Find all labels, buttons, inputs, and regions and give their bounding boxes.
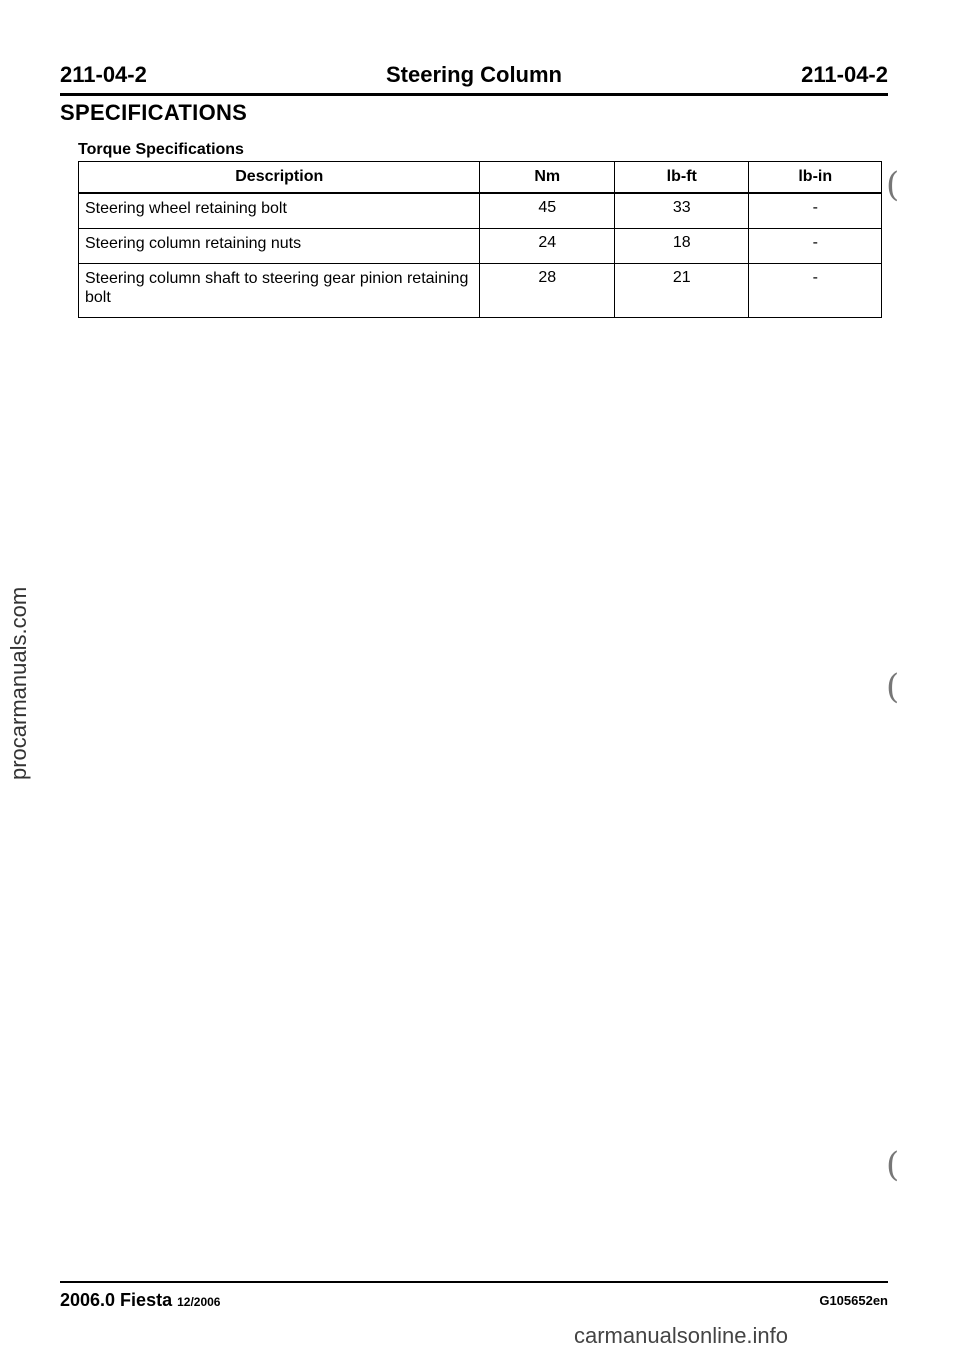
- bottom-watermark: carmanualsonline.info: [574, 1323, 789, 1348]
- footer-date: 12/2006: [177, 1295, 221, 1309]
- table-row: [79, 264, 882, 318]
- cell-lbft: 33: [615, 193, 749, 229]
- section-number-left: 211-04-2: [60, 62, 147, 87]
- binder-hole-mark: (: [886, 165, 900, 205]
- cell-description: Steering wheel retaining bolt: [79, 193, 480, 229]
- column-header-lbft: lb-ft: [615, 162, 749, 194]
- cell-lbin: -: [749, 264, 882, 318]
- binder-hole-mark: (: [886, 667, 900, 707]
- page-title: Steering Column: [385, 62, 562, 87]
- cell-lbft: 21: [615, 264, 749, 318]
- cell-nm: 24: [480, 229, 615, 264]
- cell-description: Steering column shaft to steering gear pinion retaining bolt: [79, 264, 480, 318]
- cell-nm: 45: [480, 193, 615, 229]
- section-number-right: 211-04-2: [801, 62, 888, 87]
- cell-lbft: 18: [615, 229, 749, 264]
- table-title: Torque Specifications: [78, 141, 244, 158]
- column-header-nm: Nm: [480, 162, 615, 194]
- footer-model: [60, 1290, 220, 1311]
- footer-rule: [60, 1281, 888, 1283]
- table-row: [79, 229, 882, 264]
- page-header: [60, 62, 888, 92]
- table-row: [79, 193, 882, 229]
- cell-description: Steering column retaining nuts: [79, 229, 480, 264]
- footer-code: G105652en: [819, 1293, 888, 1308]
- table-header-row: [79, 162, 882, 194]
- footer-model-name: 2006.0 Fiesta: [60, 1290, 173, 1310]
- section-title: SPECIFICATIONS: [60, 100, 248, 125]
- column-header-description: Description: [79, 162, 480, 194]
- cell-lbin: -: [749, 229, 882, 264]
- side-watermark: procarmanuals.com: [6, 586, 31, 780]
- binder-hole-mark: (: [886, 1145, 900, 1185]
- header-rule: [60, 93, 888, 96]
- torque-spec-table: [78, 161, 882, 318]
- cell-nm: 28: [480, 264, 615, 318]
- cell-lbin: -: [749, 193, 882, 229]
- column-header-lbin: lb-in: [749, 162, 882, 194]
